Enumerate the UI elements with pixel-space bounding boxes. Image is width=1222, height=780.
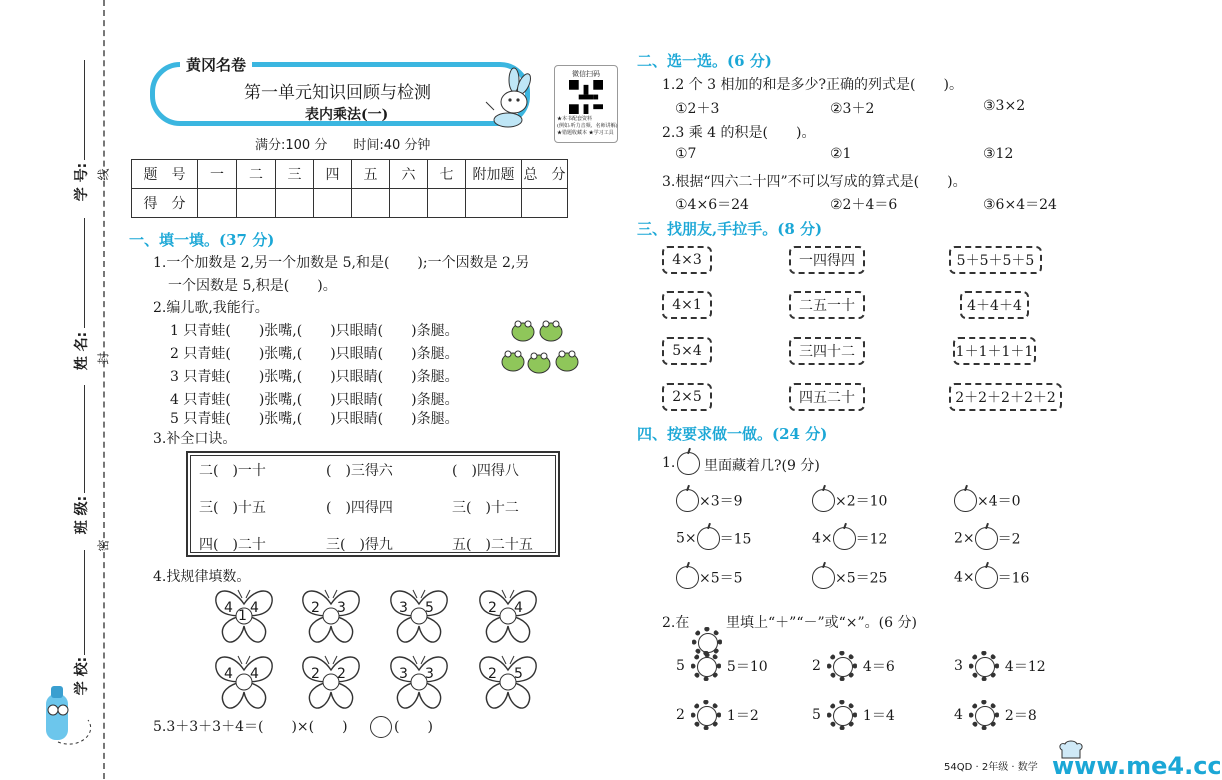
part-1-instruction: 里面藏着几?(9 分) <box>704 458 820 474</box>
margin-class-label: 班 级: <box>74 495 91 535</box>
match-card[interactable]: 4×3 <box>662 246 712 274</box>
flower-circle-icon[interactable] <box>827 700 857 730</box>
apple-icon[interactable] <box>833 527 856 550</box>
equation-right: 1＝4 <box>862 708 895 724</box>
operator-equation <box>676 651 768 681</box>
header-cell: 二 <box>237 160 276 189</box>
option[interactable]: ②2＋4＝6 <box>830 197 898 213</box>
butterfly-number: 2 <box>311 600 320 616</box>
apple-icon[interactable] <box>697 527 720 550</box>
score-time-info: 满分:100 分 时间:40 分钟 <box>255 138 431 153</box>
option[interactable]: ①4×6＝24 <box>675 197 749 213</box>
apple-equation <box>812 489 887 512</box>
flower-circle-icon[interactable] <box>691 700 721 730</box>
score-cell[interactable] <box>314 189 352 218</box>
kou-cell: 三( )十二 <box>452 500 519 516</box>
score-cell[interactable] <box>198 189 237 218</box>
operator-equation <box>812 651 895 681</box>
header-cell: 七 <box>428 160 466 189</box>
apple-equation <box>812 527 887 550</box>
header-cell: 六 <box>390 160 428 189</box>
rabbit-mascot-icon <box>478 68 534 128</box>
brand-logo: 黄冈名卷 <box>180 54 252 75</box>
equation-suffix: ×2＝10 <box>835 493 888 510</box>
butterfly-number: 2 <box>488 666 497 682</box>
butterfly-number: 3 <box>337 600 346 616</box>
score-cell[interactable] <box>276 189 314 218</box>
header-cell: 四 <box>314 160 352 189</box>
qr-line: (例如:听力音频、名师讲解) <box>557 123 618 129</box>
butterfly-number: 4 <box>224 600 233 616</box>
score-cell[interactable] <box>352 189 390 218</box>
butterfly-number: 4 <box>250 600 259 616</box>
header-cell: 总 分 <box>522 160 568 189</box>
question-3: 3.补全口诀。 <box>153 431 237 447</box>
score-cell[interactable] <box>237 189 276 218</box>
option[interactable]: ②1 <box>830 146 852 162</box>
butterfly-number: 4 <box>514 600 523 616</box>
equation-prefix: 5× <box>676 530 697 547</box>
operator-equation <box>812 700 895 730</box>
page-title: 第一单元知识回顾与检测 <box>244 83 431 103</box>
score-cell[interactable] <box>390 189 428 218</box>
section-1-heading: 一、填一填。(37 分) <box>129 231 275 249</box>
choice-question-1: 1.2 个 3 相加的和是多少?正确的列式是( )。 <box>662 77 963 93</box>
school-blank[interactable] <box>84 550 85 655</box>
kou-cell: 五( )二十五 <box>452 537 533 553</box>
operator-equation <box>954 700 1037 730</box>
apple-icon[interactable] <box>975 527 998 550</box>
footer-code: 54QD · 2年级 · 数学 <box>944 762 1038 773</box>
kou-cell: ( )四得八 <box>452 463 519 479</box>
apple-equation <box>676 527 751 550</box>
butterfly-number: 2 <box>311 666 320 682</box>
question-4: 4.找规律填数。 <box>153 569 251 585</box>
choice-question-3: 3.根据“四六二十四”不可以写成的算式是( )。 <box>662 174 967 190</box>
butterfly-number: 1 <box>238 608 247 624</box>
option[interactable]: ③12 <box>983 146 1014 162</box>
apple-equation <box>676 566 743 589</box>
kou-cell: 二( )一十 <box>199 463 266 479</box>
operator-equation <box>676 700 759 730</box>
margin-number-label: 学 号: <box>74 162 91 202</box>
butterfly-icon <box>299 586 363 648</box>
frog-line: 2 只青蛙( )张嘴,( )只眼睛( )条腿。 <box>170 346 459 362</box>
class-blank[interactable] <box>84 385 85 493</box>
apple-equation <box>954 489 1021 512</box>
question-1-line1: 1.一个加数是 2,另一个加数是 5,和是( );一个因数是 2,另 <box>153 255 530 271</box>
header-cell: 五 <box>352 160 390 189</box>
butterfly-icon <box>476 586 540 648</box>
equation-left: 2 <box>676 707 685 723</box>
equation-suffix: ×5＝25 <box>835 570 888 587</box>
option[interactable]: ③3×2 <box>983 98 1026 114</box>
butterfly-number: 3 <box>399 666 408 682</box>
butterfly-number: 5 <box>514 666 523 682</box>
frogs-icon <box>497 316 589 382</box>
match-card[interactable]: 二五一十 <box>789 291 865 319</box>
equation-suffix: ×3＝9 <box>699 493 743 510</box>
apple-equation <box>676 489 743 512</box>
match-card[interactable]: 5＋5＋5＋5 <box>949 246 1042 274</box>
match-card[interactable]: 1＋1＋1＋1 <box>953 337 1036 365</box>
pencil-mascot-icon <box>38 684 102 750</box>
choice-question-2: 2.3 乘 4 的积是( )。 <box>662 125 816 141</box>
header-cell: 一 <box>198 160 237 189</box>
flower-circle-icon[interactable] <box>969 700 999 730</box>
kou-cell: ( )三得六 <box>326 463 393 479</box>
watermark: www.me4.cc <box>1052 752 1222 780</box>
question-5: 5.3＋3＋3＋4＝( )×( ) <box>153 719 348 735</box>
margin-school-label: 学 校: <box>74 656 91 696</box>
equation-left: 2 <box>812 658 821 674</box>
question-2: 2.编儿歌,我能行。 <box>153 300 269 316</box>
equation-suffix: ＝12 <box>855 531 888 548</box>
apple-equation <box>954 527 1021 550</box>
flower-circle-icon[interactable] <box>969 651 999 681</box>
option[interactable]: ③6×4＝24 <box>983 197 1057 213</box>
margin-name-label: 姓 名: <box>74 331 91 371</box>
match-card[interactable]: 一四得四 <box>789 246 865 274</box>
option[interactable]: ①2＋3 <box>675 101 720 117</box>
apple-icon[interactable] <box>676 566 699 589</box>
apple-equation <box>812 566 887 589</box>
option[interactable]: ②3＋2 <box>830 101 875 117</box>
operator-circle-icon[interactable] <box>370 716 392 738</box>
section-3-heading: 三、找朋友,手拉手。(8 分) <box>637 220 823 238</box>
butterfly-number: 5 <box>425 600 434 616</box>
equation-left: 5 <box>676 658 685 674</box>
butterfly-number: 4 <box>250 666 259 682</box>
apple-icon[interactable] <box>812 566 835 589</box>
frog-line: 5 只青蛙( )张嘴,( )只眼睛( )条腿。 <box>170 411 459 427</box>
apple-icon[interactable] <box>676 489 699 512</box>
margin-mi: 密 <box>96 539 111 552</box>
part-2-lead: 2.在 <box>662 615 690 631</box>
cut-line <box>103 0 105 779</box>
qr-line: ★错题收藏本 ★学习工具 <box>557 130 614 136</box>
kou-cell: 三( )十五 <box>199 500 266 516</box>
equation-prefix: 2× <box>954 530 975 547</box>
match-card[interactable]: 2＋2＋2＋2＋2 <box>949 383 1062 411</box>
header-cell: 三 <box>276 160 314 189</box>
frog-line: 4 只青蛙( )张嘴,( )只眼睛( )条腿。 <box>170 392 459 408</box>
butterfly-number: 3 <box>399 600 408 616</box>
operator-equation <box>954 651 1046 681</box>
equation-right: 5＝10 <box>726 659 768 675</box>
kou-cell: 三( )得九 <box>326 537 393 553</box>
apple-equation <box>954 566 1029 589</box>
butterfly-number: 2 <box>337 666 346 682</box>
flower-circle-icon[interactable] <box>691 651 721 681</box>
score-cell[interactable] <box>522 189 568 218</box>
equation-left: 4 <box>954 707 963 723</box>
margin-feng: 封 <box>96 352 111 365</box>
butterfly-number: 3 <box>425 666 434 682</box>
butterfly-icon <box>299 652 363 714</box>
section-4-heading: 四、按要求做一做。(24 分) <box>637 425 828 443</box>
qr-title: 微信扫码 <box>572 70 600 78</box>
row-label: 得 分 <box>132 189 198 218</box>
match-card[interactable]: 四五二十 <box>789 383 865 411</box>
qr-line: ★本书配套资料 <box>557 116 593 122</box>
butterfly-icon <box>476 652 540 714</box>
match-card[interactable]: 4＋4＋4 <box>960 291 1029 319</box>
frog-line: 1 只青蛙( )张嘴,( )只眼睛( )条腿。 <box>170 323 459 339</box>
header-cell: 题 号 <box>132 160 198 189</box>
equation-left: 3 <box>954 658 963 674</box>
equation-suffix: ＝15 <box>719 531 752 548</box>
apple-icon[interactable] <box>812 489 835 512</box>
kou-cell: 四( )二十 <box>199 537 266 553</box>
equation-right: 4＝12 <box>1004 659 1046 675</box>
apple-icon[interactable] <box>975 566 998 589</box>
equation-suffix: ×5＝5 <box>699 570 743 587</box>
match-card[interactable]: 三四十二 <box>789 337 865 365</box>
part-2-instruction: 里填上“＋”“－”或“×”。(6 分) <box>726 615 917 631</box>
name-blank[interactable] <box>84 218 85 328</box>
header-cell: 附加题 <box>466 160 522 189</box>
kou-cell: ( )四得四 <box>326 500 393 516</box>
qr-code-icon <box>569 80 603 114</box>
flower-circle-icon[interactable] <box>827 651 857 681</box>
question-5-blank: ( ) <box>394 719 433 735</box>
number-blank[interactable] <box>84 60 85 160</box>
butterfly-icon <box>387 586 451 648</box>
equation-suffix: ＝2 <box>997 531 1021 548</box>
page-subtitle: 表内乘法(一) <box>305 107 389 123</box>
equation-prefix: 4× <box>812 530 833 547</box>
option[interactable]: ①7 <box>675 146 697 162</box>
question-1-line2: 一个因数是 5,积是( )。 <box>168 278 337 294</box>
butterfly-number: 4 <box>224 666 233 682</box>
part-1-number: 1. <box>662 455 676 471</box>
score-table <box>131 159 568 218</box>
butterfly-icon <box>387 652 451 714</box>
frog-line: 3 只青蛙( )张嘴,( )只眼睛( )条腿。 <box>170 369 459 385</box>
equation-prefix: 4× <box>954 569 975 586</box>
qr-code-card[interactable] <box>554 65 618 143</box>
butterfly-icon <box>212 652 276 714</box>
apple-icon <box>677 452 700 475</box>
equation-right: 4＝6 <box>862 659 895 675</box>
equation-left: 5 <box>812 707 821 723</box>
score-cell[interactable] <box>428 189 466 218</box>
equation-suffix: ×4＝0 <box>977 493 1021 510</box>
butterfly-number: 2 <box>488 600 497 616</box>
match-card[interactable]: 2×5 <box>662 383 712 411</box>
apple-icon[interactable] <box>954 489 977 512</box>
equation-right: 1＝2 <box>726 708 759 724</box>
equation-right: 2＝8 <box>1004 708 1037 724</box>
margin-xian: 线 <box>96 168 111 181</box>
score-cell[interactable] <box>466 189 522 218</box>
equation-suffix: ＝16 <box>997 570 1030 587</box>
match-card[interactable]: 4×1 <box>662 291 712 319</box>
match-card[interactable]: 5×4 <box>662 337 712 365</box>
section-2-heading: 二、选一选。(6 分) <box>637 52 772 70</box>
